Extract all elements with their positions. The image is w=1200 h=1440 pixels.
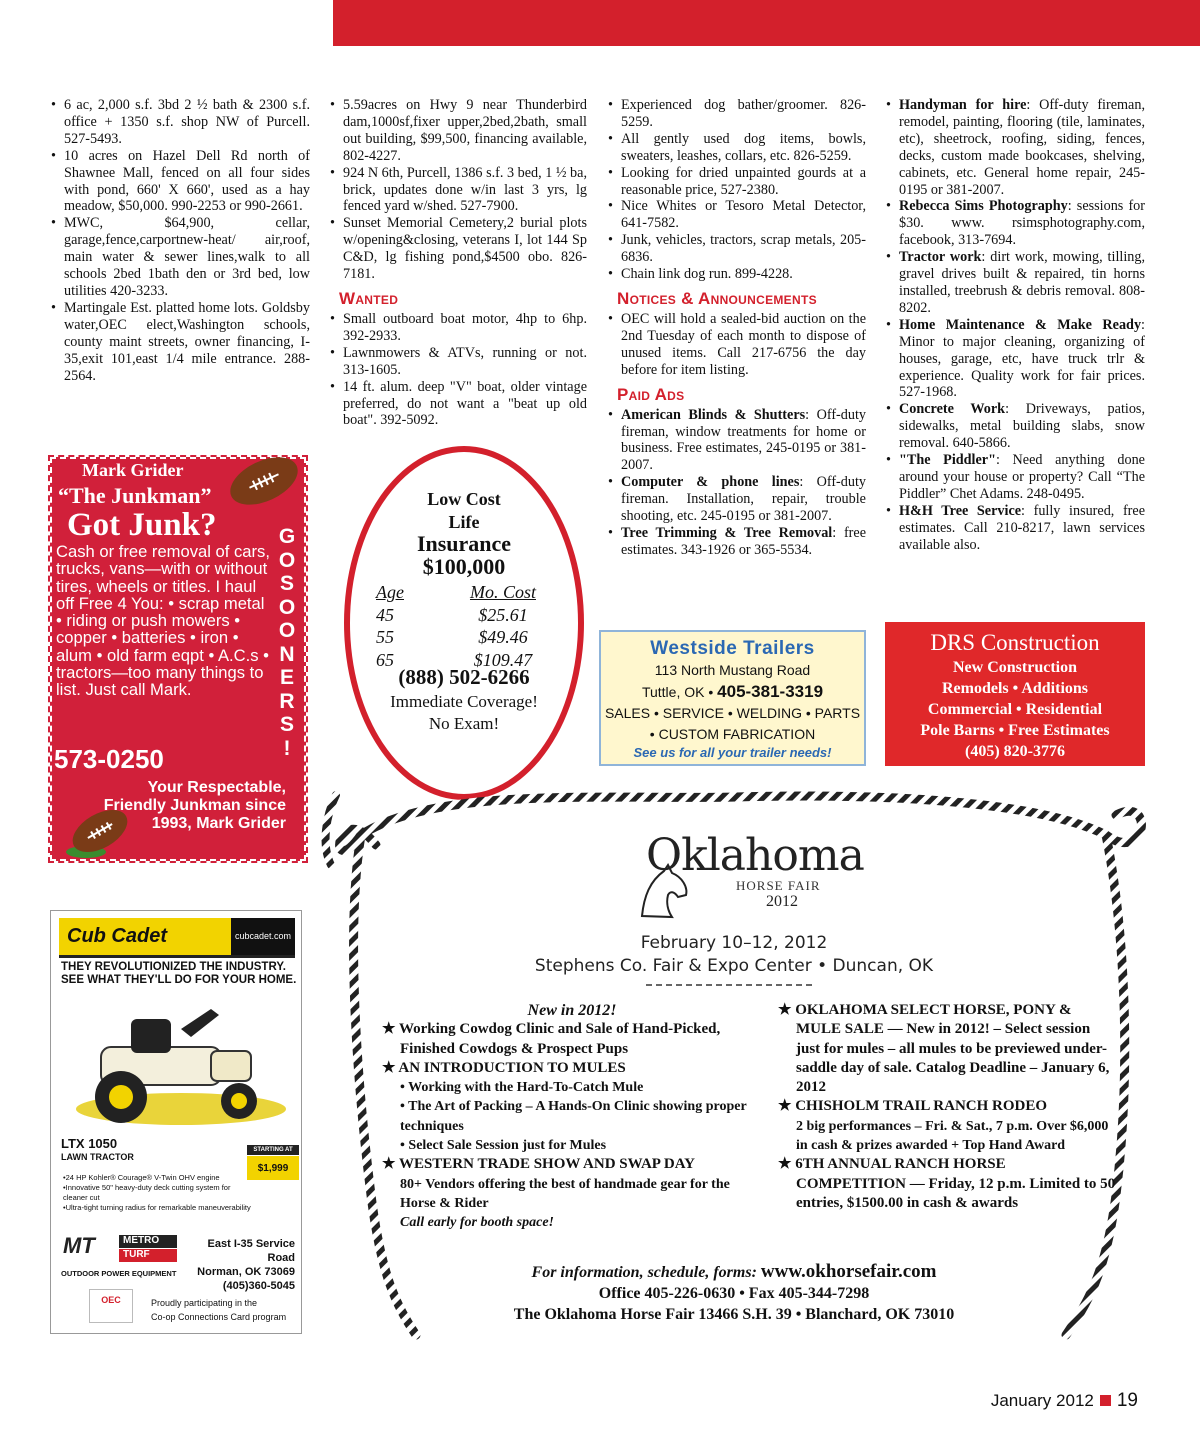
- classifieds-column-3: [607, 97, 866, 559]
- coop-text: [151, 1296, 286, 1324]
- horse-fair-venue: Stephens Co. Fair & Expo Center • Duncan, OK: [534, 956, 934, 976]
- vertical-letter: O: [278, 619, 296, 642]
- event-text: 6TH ANNUAL RANCH HORSE COMPETITION — Friday, 12 p.m. Limited to 50 entries, $1500.00 in cash & awards: [795, 1156, 1116, 1211]
- junkman-name: Mark Grider: [82, 460, 184, 480]
- insurance-ad: [344, 446, 584, 800]
- lawn-tractor-icon: [61, 989, 293, 1134]
- ad-name: Handyman for hire: [899, 97, 1027, 113]
- horse-fair-info-label: For information, schedule, forms:: [531, 1264, 757, 1281]
- issue-date: January 2012: [990, 1391, 1094, 1410]
- list-item: [607, 525, 866, 559]
- junkman-nickname: “The Junkman”: [58, 483, 212, 508]
- table-row: [364, 582, 564, 605]
- table-row: [364, 627, 564, 650]
- horse-fair-phone-fax: Office 405-226-0630 • Fax 405-344-7298: [598, 1285, 870, 1302]
- event-sub: • The Art of Packing – A Hands-On Clinic showing proper techniques: [400, 1099, 747, 1134]
- event-text: Working Cowdog Clinic and Sale of Hand-Picked, Finished Cowdogs & Prospect Pups: [398, 1021, 721, 1057]
- page-folio: [991, 1390, 1138, 1412]
- cub-cadet-logo: Cub Cadet: [67, 925, 167, 947]
- list-item: • Experienced dog bather/groomer. 826-5259.: [607, 97, 866, 131]
- event-text: CHISHOLM TRAIL RANCH RODEO: [795, 1098, 1048, 1115]
- classifieds-column-2: [329, 97, 587, 429]
- ad-name: Tree Trimming & Tree Removal: [621, 524, 833, 541]
- cub-web: cubcadet.com: [231, 918, 295, 955]
- ad-name: H&H Tree Service: [899, 502, 1022, 519]
- event-item: ★ CHISHOLM TRAIL RANCH RODEO: [778, 1098, 1048, 1115]
- insurance-phone: (888) 502-6266: [398, 665, 530, 689]
- classifieds-column-4: [885, 97, 1145, 553]
- table-cell: 55: [376, 627, 394, 647]
- dealer-block: [59, 1229, 295, 1292]
- section-heading-paid-ads: Paid Ads: [617, 384, 685, 404]
- westside-tagline: See us for all your trailer needs!: [633, 745, 832, 760]
- coop-line: Co-op Connections Card program: [151, 1312, 287, 1322]
- ad-text: : Minor to major cleaning, organizing of houses, garage, etc, have truck trlr & experience. Quality work for fair prices. 527-1968.: [899, 316, 1145, 401]
- list-item: • Sunset Memorial Cemetery,2 burial plots w/opening&closing, veterans I, lot 144 Sp C&D, lg fishing pond,$4500 obo. 826-7181.: [329, 215, 587, 283]
- dealer-logo: MT: [63, 1233, 95, 1258]
- horse-fair-contact: [316, 1261, 1152, 1325]
- dealer-phone: (405)360-5045: [222, 1280, 295, 1292]
- list-item: • Junk, vehicles, tractors, scrap metals, 205-6836.: [607, 232, 866, 266]
- dealer-sub: OUTDOOR POWER EQUIPMENT: [61, 1269, 177, 1278]
- horse-fair-right-column: [778, 1001, 1118, 1213]
- coop-line: Proudly participating in the: [151, 1298, 258, 1308]
- list-item: • Lawnmowers & ATVs, running or not. 313-1605.: [329, 345, 587, 379]
- ad-name: Home Maintenance & Make Ready: [899, 316, 1142, 333]
- list-item: • 924 N 6th, Purcell, 1386 s.f. 3 bed, 1 ½ ba, brick, updates done w/in last 3 yrs, lg fenced yard w/shed. 527-7900.: [329, 165, 587, 216]
- event-item: ★ Working Cowdog Clinic and Sale of Hand-Picked, Finished Cowdogs & Prospect Pups: [382, 1021, 721, 1057]
- ad-text: : Off-duty fireman. Installation, repair, trouble shooting, etc. 245-0195 or 381-2007.: [621, 474, 866, 525]
- cub-price-badge: [247, 1147, 299, 1180]
- horse-fair-left-column: [382, 1001, 762, 1233]
- list-item: • Chain link dog run. 899-4228.: [607, 266, 866, 283]
- insurance-line: Insurance: [416, 531, 512, 556]
- vertical-letter: !: [283, 736, 291, 760]
- drs-line: Commercial • Residential: [927, 701, 1103, 718]
- header-red-bar: [333, 0, 1200, 46]
- list-item: • Looking for dried unpainted gourds at a reasonable price, 527-2380.: [607, 165, 866, 199]
- drs-line: Pole Barns • Free Estimates: [920, 722, 1110, 739]
- list-item: [885, 317, 1145, 402]
- horse-fair-logo-sub: HORSE FAIR: [736, 878, 821, 893]
- cub-cadet-ad: [50, 910, 302, 1334]
- insurance-amount: $100,000: [422, 554, 506, 579]
- event-item: ★ AN INTRODUCTION TO MULES: [382, 1059, 626, 1076]
- vertical-letter: O: [278, 595, 296, 619]
- event-text: WESTERN TRADE SHOW AND SWAP DAY: [398, 1156, 695, 1173]
- event-sub: • Select Sale Session just for Mules: [400, 1138, 607, 1154]
- ad-name: "The Piddler": [899, 452, 996, 469]
- list-item: [885, 249, 1145, 317]
- dealer-address: [189, 1237, 295, 1293]
- ad-name: American Blinds & Shutters: [621, 406, 806, 423]
- drs-line: New Construction: [953, 659, 1077, 676]
- ad-text: : Off-duty fireman, remodel, painting, flooring (tile, laminates, etc), sheetrock, roofing, siding, fences, decks, custom made bookcases, shelving, cabinets, etc. General home repair, 245-0195 or 381-2007.: [899, 97, 1145, 198]
- vertical-letter: R: [279, 689, 295, 713]
- horse-fair-info-line: [316, 1261, 1152, 1283]
- ad-text: : free estimates. 343-1926 or 365-5534.: [621, 524, 866, 558]
- list-item: [885, 198, 1145, 249]
- westside-phone: 405-381-3319: [717, 682, 824, 701]
- junkman-body-list: • scrap metal • riding or push mowers • copper • batteries • iron • alum • old farm eqpt • A.C.s • tractors—too many things to list. Just call Mark.: [56, 593, 269, 700]
- event-sub: • Working with the Hard-To-Catch Mule: [400, 1080, 644, 1096]
- table-cell: $49.46: [478, 627, 528, 647]
- horse-fair-logo: Oklahoma: [646, 830, 864, 881]
- list-item: • Ultra-tight turning radius for remarkable maneuverability: [63, 1203, 253, 1213]
- insurance-line: Life: [448, 512, 480, 532]
- rate-table: [364, 582, 564, 672]
- insurance-line: Low Cost: [427, 489, 501, 509]
- dealer-address-line: East I-35 Service Road: [207, 1238, 295, 1264]
- table-cell: 45: [376, 604, 394, 625]
- list-item: • OEC will hold a sealed-bid auction on the 2nd Tuesday of each month to dispose of unused items. Call 217-6756 the day before for item listing.: [607, 311, 866, 379]
- event-text: OKLAHOMA SELECT HORSE, PONY & MULE SALE — New in 2012! – Select session just for mules – all mules to be previewed under-saddle day of sale. Catalog Deadline – January 6, 2012: [795, 1002, 1110, 1096]
- cub-headline-line: SEE WHAT THEY'LL DO FOR YOUR HOME.: [61, 974, 297, 986]
- westside-custom: • CUSTOM FABRICATION: [649, 726, 816, 742]
- square-icon: [1100, 1395, 1111, 1406]
- vertical-letter: E: [279, 666, 294, 689]
- drs-construction-ad: [885, 622, 1145, 766]
- event-text: AN INTRODUCTION TO MULES: [398, 1059, 626, 1076]
- list-item: • 24 HP Kohler® Courage® V-Twin OHV engine: [63, 1173, 253, 1183]
- list-item: • MWC, $64,900, cellar, garage,fence,carportnew-heat/ air,roof, main water & sewer lines,walk to all schools 2bed 1bath den or 3rd bed, low utilities 420-3233.: [50, 215, 310, 300]
- table-header: Age: [376, 582, 404, 602]
- horse-fair-website: www.okhorsefair.com: [760, 1261, 937, 1282]
- list-item: • All gently used dog items, bowls, sweaters, leashes, collars, etc. 826-5259.: [607, 131, 866, 165]
- list-item: • 5.59acres on Hwy 9 near Thunderbird dam,1000sf,fixer upper,2bed,2bath, small out building, $99,500, financing available, 802-4227.: [329, 97, 587, 165]
- insurance-line: Immediate Coverage!: [390, 692, 538, 711]
- table-cell: 65: [376, 649, 394, 670]
- cub-model-sub: LAWN TRACTOR: [61, 1152, 134, 1162]
- cub-headline: [61, 961, 296, 987]
- westside-trailers-ad: [599, 630, 866, 766]
- event-item: ★ OKLAHOMA SELECT HORSE, PONY & MULE SALE — New in 2012! – Select session just for mules – all mules to be previewed under-saddle day of sale. Catalog Deadline – January 6, 2012: [778, 1002, 1110, 1096]
- ad-name: Tractor work: [899, 249, 982, 266]
- ad-text: : sessions for $30. www. rsimsphotography.com, facebook, 313-7694.: [899, 198, 1146, 249]
- horse-fair-new: New in 2012!: [527, 1002, 617, 1019]
- horse-fair-ad: [316, 775, 1152, 1342]
- westside-city: Tuttle, OK: [641, 684, 705, 700]
- table-cell: $25.61: [478, 604, 528, 625]
- event-sub: Call early for booth space!: [400, 1215, 554, 1231]
- list-item: • Nice Whites or Tesoro Metal Detector, 641-7582.: [607, 198, 866, 232]
- dealer-turf: TURF: [119, 1249, 177, 1262]
- westside-address: 113 North Mustang Road: [654, 662, 811, 678]
- list-item: • Small outboard boat motor, 4hp to 6hp. 392-2933.: [329, 311, 587, 345]
- event-sub: 2 big performances – Fri. & Sat., 7 p.m. Over $6,000 in cash & prizes awarded + Top Hand Award: [796, 1118, 1109, 1154]
- ad-name: Rebecca Sims Photography: [899, 198, 1068, 215]
- westside-title: Westside Trailers: [650, 638, 815, 659]
- coop-logo: OEC: [89, 1289, 133, 1323]
- list-item: [607, 407, 866, 475]
- vertical-letter: N: [279, 642, 295, 666]
- list-item: [885, 97, 1145, 198]
- junkman-body-text: Cash or free removal of cars, trucks, vans—with or without tires, wheels or titles. I haul off Free 4 You:: [56, 542, 270, 613]
- drs-title: DRS Construction: [930, 630, 1100, 655]
- cub-headline-line: THEY REVOLUTIONIZED THE INDUSTRY.: [61, 961, 286, 973]
- list-item: • 10 acres on Hazel Dell Rd north of Shawnee Mall, fenced on all four sides with pond, 660' X 660', used as a hay meadow, $50,000. 990-2253 or 990-2661.: [50, 148, 310, 216]
- ad-text: : Need anything done around your house or property? Call “The Piddler” Chet Adams. 248-0495.: [899, 452, 1145, 502]
- list-item: [885, 401, 1145, 452]
- dealer-address-line: Norman, OK 73069: [197, 1266, 295, 1278]
- go-sooners-vertical: [274, 525, 300, 760]
- junkman-headline: Got Junk?: [67, 507, 217, 543]
- drs-line: Remodels • Additions: [941, 680, 1089, 697]
- westside-services: SALES • SERVICE • WELDING • PARTS: [604, 705, 861, 721]
- list-item: • Innovative 50" heavy-duty deck cutting system for cleaner cut: [63, 1183, 253, 1203]
- junkman-body: [56, 543, 274, 699]
- junkman-phone: 573-0250: [54, 744, 164, 774]
- table-row: [364, 605, 564, 628]
- list-item: • 6 ac, 2,000 s.f. 3bd 2 ½ bath & 2300 s.f. office + 1350 s.f. shop NW of Purcell. 527-5493.: [50, 97, 310, 148]
- ad-text: : Off-duty fireman, window treatments for home or business. Free estimates, 245-0195 or 381-2007.: [621, 406, 867, 474]
- junkman-signoff: Your Respectable, Friendly Junkman since 1993, Mark Grider: [103, 779, 286, 832]
- table-header: Mo. Cost: [469, 582, 536, 602]
- horse-fair-dates: February 10–12, 2012: [640, 933, 828, 953]
- event-sub: 80+ Vendors offering the best of handmade gear for the Horse & Rider: [400, 1176, 730, 1211]
- cub-price-label: STARTING AT: [247, 1145, 299, 1155]
- page-number: 19: [1116, 1390, 1138, 1411]
- horse-fair-address: The Oklahoma Horse Fair 13466 S.H. 39 • Blanchard, OK 73010: [513, 1306, 955, 1323]
- football-icon: [224, 451, 304, 511]
- cub-model: LTX 1050: [61, 1136, 118, 1151]
- ad-name: Computer & phone lines: [621, 474, 800, 491]
- cub-features: [63, 1173, 253, 1213]
- cub-price: $1,999: [257, 1163, 289, 1174]
- list-item: • 14 ft. alum. deep "V" boat, older vintage preferred, do not want a "beat up old boat". 392-5092.: [329, 379, 587, 430]
- horse-fair-year: 2012: [766, 893, 798, 910]
- vertical-letter: S: [279, 713, 294, 736]
- cub-header: [59, 918, 295, 958]
- ad-text: : fully insured, free estimates. Call 210-8217, lawn services available also.: [899, 502, 1146, 553]
- drs-phone: (405) 820-3776: [965, 743, 1065, 760]
- event-item: ★ WESTERN TRADE SHOW AND SWAP DAY: [382, 1156, 695, 1173]
- table-cell: $109.47: [473, 649, 533, 670]
- event-item: ★ 6TH ANNUAL RANCH HORSE COMPETITION — Friday, 12 p.m. Limited to 50 entries, $1500.00 in cash & awards: [778, 1156, 1116, 1211]
- vertical-letter: O: [278, 548, 296, 572]
- ad-text: : Driveways, patios, sidewalks, metal building slabs, snow removal. 640-5866.: [899, 401, 1145, 452]
- list-item: [607, 474, 866, 525]
- list-item: [885, 503, 1145, 554]
- westside-city-phone: Tuttle, OK • 405-381-3319: [641, 682, 824, 701]
- ad-text: : dirt work, mowing, tilling, gravel drives built & repaired, tin horns installed, treebrush & debris removal. 808-8202.: [899, 249, 1146, 316]
- dealer-metro: METRO: [119, 1235, 177, 1248]
- ad-name: Concrete Work: [899, 401, 1006, 418]
- list-item: • Martingale Est. platted home lots. Goldsby water,OEC elect,Washington schools, county maint streets, owner financing, I-35,exit 101,east 1/4 mile entrance. 288-2564.: [50, 300, 310, 385]
- list-item: [885, 452, 1145, 503]
- section-heading-wanted: Wanted: [339, 288, 399, 308]
- junkman-ad: [50, 457, 306, 861]
- vertical-letter: S: [279, 572, 294, 595]
- section-heading-notices: Notices & Announcements: [617, 288, 817, 308]
- classifieds-column-1: [50, 97, 310, 384]
- insurance-line: No Exam!: [428, 714, 500, 733]
- vertical-letter: G: [278, 525, 296, 548]
